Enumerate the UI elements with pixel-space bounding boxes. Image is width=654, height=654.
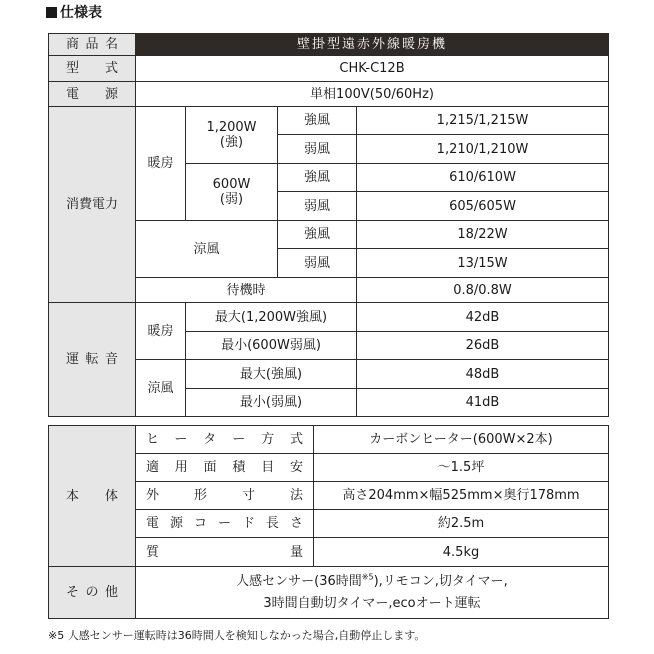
cooling-strong-value: 18/22W (357, 221, 609, 249)
standby-label: 待機時 (136, 278, 357, 303)
w1200-weak-label: 弱風 (278, 135, 357, 164)
footnote: ※5 人感センサー運転時は36時間人を検知しなかった場合,自動停止します。 (48, 629, 426, 642)
operating-noise-label: 運転音 (49, 303, 136, 417)
other-label: その他 (49, 567, 136, 619)
noise-cooling-max-label: 最大(強風) (186, 360, 357, 389)
w1200-line1: 1,200W (206, 120, 257, 135)
noise-heating-min-label: 最小(600W弱風) (186, 332, 357, 360)
noise-heating-label: 暖房 (136, 303, 186, 360)
cord-length-value: 約2.5m (314, 510, 609, 538)
noise-heating-max-value: 42dB (357, 303, 609, 332)
spec-table-main (48, 33, 609, 417)
noise-cooling-label: 涼風 (136, 360, 186, 417)
cord-length-label: 電源コード長さ (136, 510, 314, 538)
w600-strong-label: 強風 (278, 164, 357, 192)
standby-value: 0.8/0.8W (357, 278, 609, 303)
w1200-strong-label: 強風 (278, 107, 357, 135)
heater-type-label: ヒーター方式 (136, 426, 314, 454)
power-consumption-label: 消費電力 (49, 107, 136, 303)
spec-heading (46, 5, 102, 21)
weight-label: 質量 (136, 538, 314, 567)
w600-line2: (弱) (219, 192, 244, 207)
cooling-weak-label: 弱風 (278, 249, 357, 278)
dimensions-label: 外形寸法 (136, 482, 314, 510)
power-source-value: 単相100V(50/60Hz) (136, 82, 609, 107)
w1200-weak-value: 1,210/1,210W (357, 135, 609, 164)
room-size-label: 適用面積目安 (136, 454, 314, 482)
w600-line1: 600W (212, 177, 251, 192)
weight-value: 4.5kg (314, 538, 609, 567)
w1200-line2: (強) (219, 135, 244, 150)
power-source-label: 電源 (49, 82, 136, 107)
heater-type-value: カーボンヒーター(600W×2本) (314, 426, 609, 454)
product-name-label: 商品名 (49, 34, 136, 56)
spec-table-body (48, 425, 609, 619)
w600-weak-label: 弱風 (278, 192, 357, 221)
other-line1: 人感センサー(36時間$^{※5}$),リモコン,切タイマー, (236, 572, 508, 589)
noise-heating-min-value: 26dB (357, 332, 609, 360)
noise-cooling-min-value: 41dB (357, 389, 609, 417)
cooling-strong-label: 強風 (278, 221, 357, 249)
w600-strong-value: 610/610W (357, 164, 609, 192)
product-name-value: 壁掛型遠赤外線暖房機 (136, 34, 609, 56)
other-line2: 3時間自動切タイマー,ecoオート運転 (263, 595, 481, 611)
cooling-label: 涼風 (136, 221, 278, 278)
spec-heading-text: 仕様表 (60, 5, 102, 21)
w1200-strong-value: 1,215/1,215W (357, 107, 609, 135)
dimensions-value: 高さ204mm×幅525mm×奥行178mm (314, 482, 609, 510)
noise-cooling-min-label: 最小(弱風) (186, 389, 357, 417)
w1200-label (186, 107, 278, 164)
w600-label (186, 164, 278, 221)
cooling-weak-value: 13/15W (357, 249, 609, 278)
heating-label: 暖房 (136, 107, 186, 221)
footnote-ref: ※5 (361, 572, 374, 582)
room-size-value: ～1.5坪 (314, 454, 609, 482)
w600-weak-value: 605/605W (357, 192, 609, 221)
noise-cooling-max-value: 48dB (357, 360, 609, 389)
noise-heating-max-label: 最大(1,200W強風) (186, 303, 357, 332)
model-label: 型式 (49, 56, 136, 82)
square-bullet-icon (46, 7, 57, 18)
other-value (136, 567, 609, 619)
body-label: 本体 (49, 426, 136, 567)
model-value: CHK-C12B (136, 56, 609, 82)
